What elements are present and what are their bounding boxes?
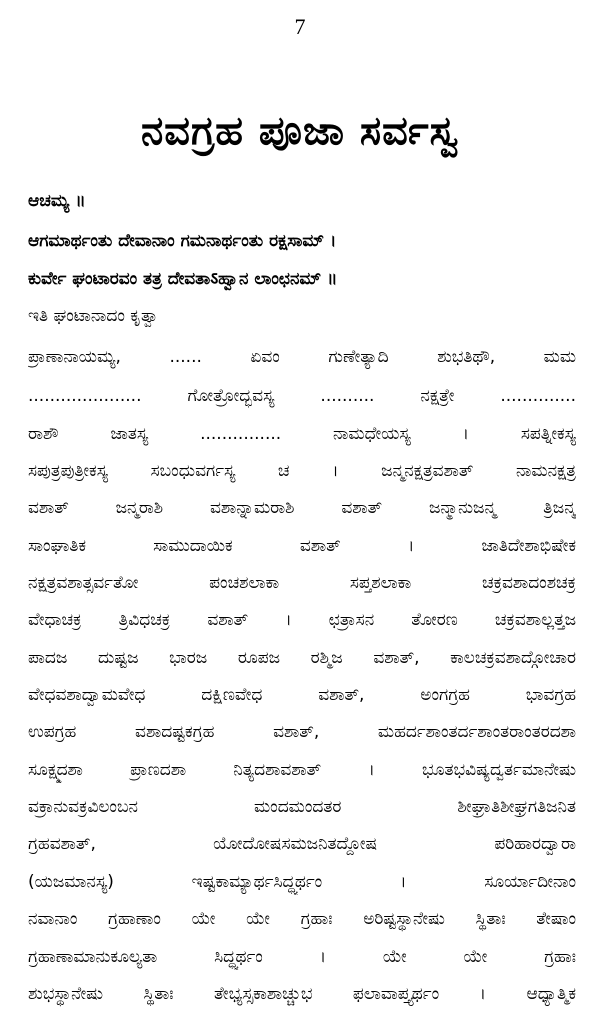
body-line: ವೇಧವಶಾದ್ವಾಮವೇಧ ದಕ್ಷಿಣವೇಧ ವಶಾತ್, ಅಂಗಗ್ರಹ ಭಾವಗ್ರಹ	[28, 685, 576, 705]
page-number: 7	[294, 14, 306, 39]
body-line: ವಶಾತ್ ಜನ್ಮರಾಶಿ ವಶಾನ್ನಾಮರಾಶಿ ವಶಾತ್ ಜನ್ಮಾನುಜನ್ಮ ತ್ರಿಜನ್ಮ	[28, 498, 576, 518]
body-line: ವೇಧಾಚಕ್ರ ತ್ರಿವಿಧಚಕ್ರ ವಶಾತ್ । ಛತ್ರಾಸನ ತೋರಣ ಚಕ್ರವಶಾಲ್ಲತ್ತಜ	[28, 610, 576, 630]
body-line: (ಯಜಮಾನಸ್ಯ) ಇಷ್ಟಕಾಮ್ಯಾರ್ಥಸಿದ್ಧ್ಯರ್ಥಂ । ಸೂರ್ಯಾದೀನಾಂ	[28, 872, 576, 892]
body-line: ಪ್ರಾಣಾನಾಯಮ್ಯ, ...... ಏವಂ ಗುಣೇತ್ಯಾದಿ ಶುಭತಿಥೌ, ಮಮ	[28, 347, 576, 367]
body-line: ರಾಶೌ ಜಾತಸ್ಯ ............... ನಾಮಧೇಯಸ್ಯ । ಸಪತ್ನೀಕಸ್ಯ	[28, 424, 576, 444]
heading-line: ಆಚಮ್ಯ ॥	[28, 191, 86, 211]
body-line: ಸೂಕ್ಷ್ಮದಶಾ ಪ್ರಾಣದಶಾ ನಿತ್ಯದಶಾವಶಾತ್ । ಭೂತಭವಿಷ್ಯದ್ವರ್ತಮಾನೇಷು	[28, 760, 576, 780]
heading-line: ಕುರ್ವೇ ಘಂಟಾರವಂ ತತ್ರ ದೇವತಾऽಹ್ವಾನ ಲಾಂಛನಮ್ ॥	[28, 269, 338, 289]
heading-line: ಆಗಮಾರ್ಥಂತು ದೇವಾನಾಂ ಗಮನಾರ್ಥಂತು ರಕ್ಷಸಾಮ್ ।	[28, 231, 337, 251]
body-line: ಉಪಗ್ರಹ ವಶಾದಷ್ಟಕಗ್ರಹ ವಶಾತ್, ಮಹರ್ದಶಾಂತರ್ದಶಾಂತರಾಂತರದಶಾ	[28, 722, 576, 742]
body-line: ಶುಭಸ್ಥಾನೇಷು ಸ್ಥಿತಾಃ ತೇಭ್ಯಸ್ಸಕಾಶಾಚ್ಚುಭ ಫಲಾವಾಪ್ತ್ಯರ್ಥಂ । ಆಧ್ಯಾತ್ಮಿಕ	[28, 984, 576, 1004]
body-line: ಗ್ರಹವಶಾತ್, ಯೋದೋಷಸಮಜನಿತದ್ದೋಷ ಪರಿಹಾರದ್ವಾರಾ	[28, 834, 576, 854]
body-line: ಸಪುತ್ರಪುತ್ರೀಕಸ್ಯ ಸಬಂಧುವರ್ಗಸ್ಯ ಚ । ಜನ್ಮನಕ್ಷತ್ರವಶಾತ್ ನಾಮನಕ್ಷತ್ರ	[28, 461, 576, 481]
body-line: ವಕ್ರಾನುವಕ್ರವಿಲಂಬನ ಮಂದಮಂದತರ ಶೀಘ್ರಾತಿಶೀಘ್ರಗತಿಜನಿತ	[28, 797, 576, 817]
body-line: ಪಾದಜ ದುಷ್ಟಜ ಭಾರಜ ರೂಪಜ ರಶ್ಮಿಜ ವಶಾತ್, ಕಾಲಚಕ್ರವಶಾದ್ಗೋಚಾರ	[28, 648, 576, 668]
body-line: ..................... ಗೋತ್ರೋದ್ಭವಸ್ಯ .......... ನಕ್ಷತ್ರೇ ..............	[28, 386, 576, 406]
body-line: ಗ್ರಹಾಣಾಮಾನುಕೂಲ್ಯತಾ ಸಿದ್ಧ್ಯರ್ಥಂ । ಯೇ ಯೇ ಗ್ರಹಾಃ	[28, 947, 576, 967]
instruction-line: ಇತಿ ಘಂಟಾನಾದಂ ಕೃತ್ವಾ	[28, 306, 160, 326]
page-title: ನವಗ್ರಹ ಪೂಜಾ ಸರ್ವಸ್ವ	[141, 108, 459, 154]
body-line: ನವಾನಾಂ ಗ್ರಹಾಣಾಂ ಯೇ ಯೇ ಗ್ರಹಾಃ ಅರಿಷ್ಟಸ್ಥಾನೇಷು ಸ್ಥಿತಾಃ ತೇಷಾಂ	[28, 909, 576, 929]
body-line: ಸಾಂಘಾತಿಕ ಸಾಮುದಾಯಿಕ ವಶಾತ್ । ಜಾತಿದೇಶಾಭಿಷೇಕ	[28, 536, 576, 556]
body-line: ನಕ್ಷತ್ರವಶಾತ್ಸರ್ವತೋ ಪಂಚಶಲಾಕಾ ಸಪ್ತಶಲಾಕಾ ಚಕ್ರವಶಾದಂಶಚಕ್ರ	[28, 573, 576, 593]
